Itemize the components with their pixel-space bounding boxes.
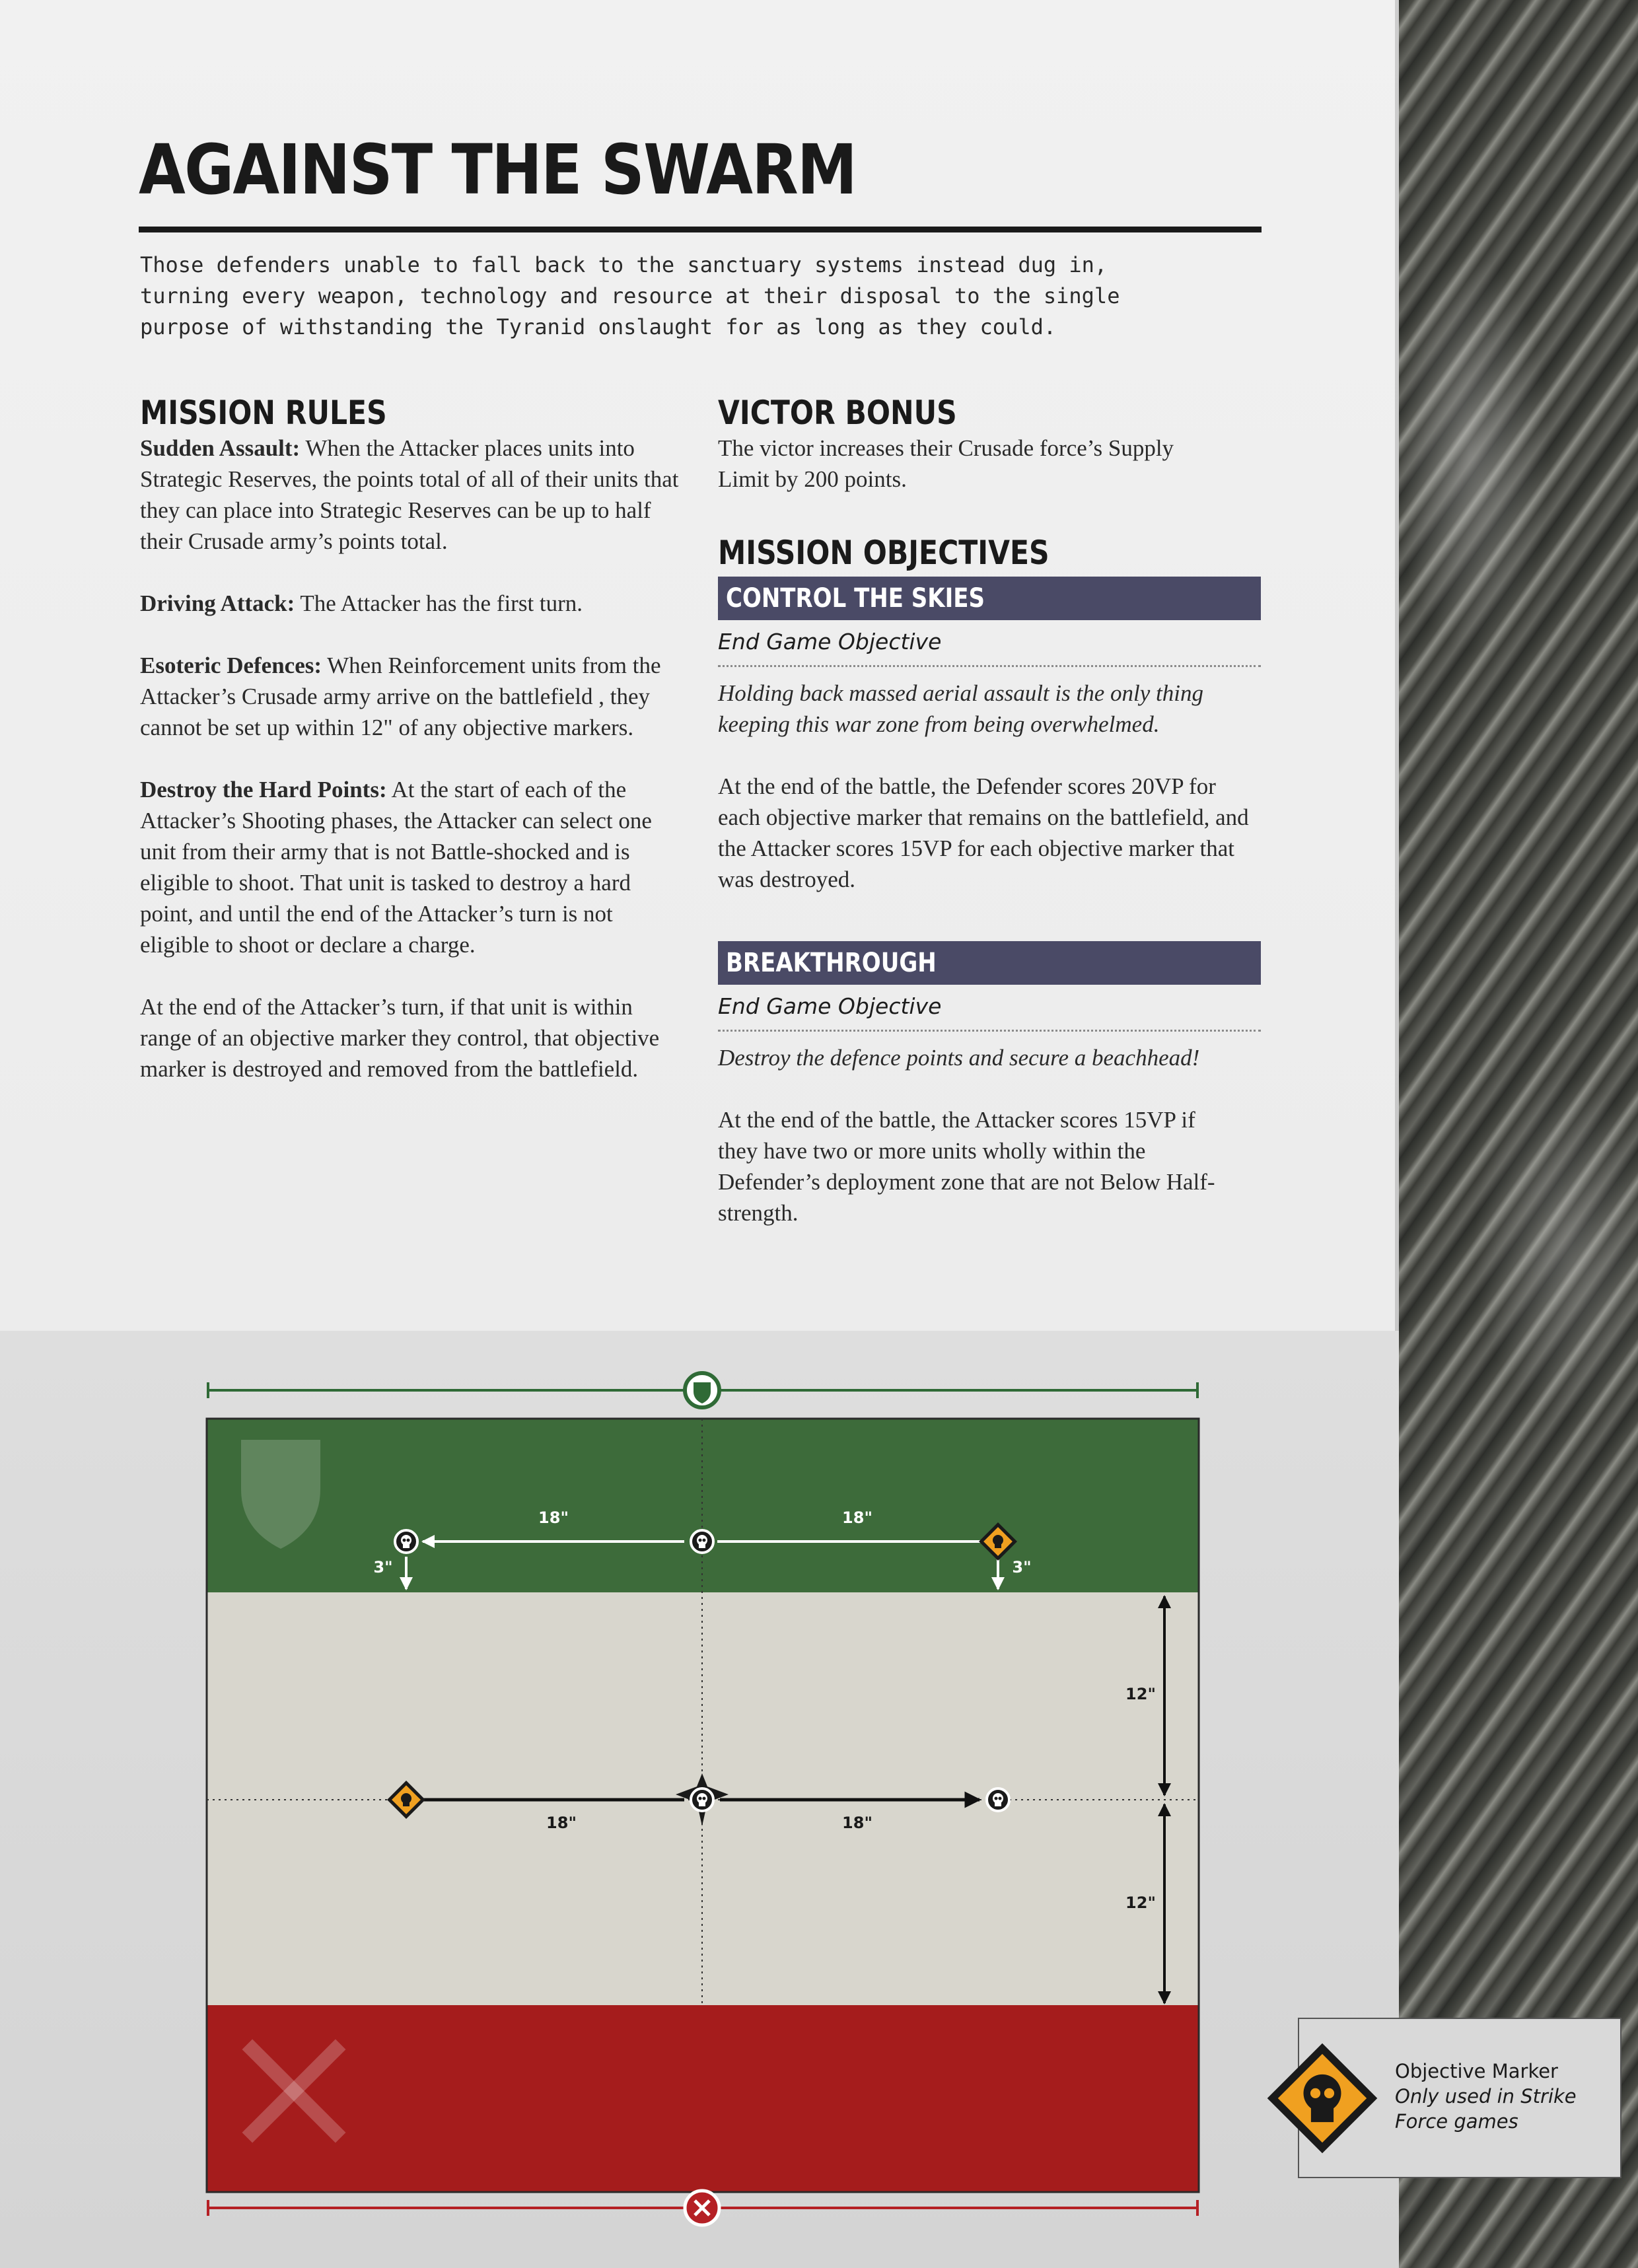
objectives-column [718,393,1261,1228]
rule-closing-text: At the end of the Attacker’s turn, if that unit is within range of an objective marker they control, that objective marker is destroyed and removed from the battlefield. [140,994,660,1082]
distance-label: 18" [538,1508,569,1527]
rule-driving-attack [140,588,682,619]
distance-label: 18" [842,1814,872,1832]
dotted-divider [718,665,1261,667]
map-legend [1298,2018,1621,2178]
objective-band-control-the-skies [718,577,1261,620]
objective-flavor-text: Destroy the defence points and secure a beachhead! [718,1045,1200,1071]
mission-rules-column [140,393,682,1084]
attacker-edge-icon [685,2191,719,2225]
legend-text [1395,2059,1613,2134]
rule-sudden-assault [140,433,682,557]
page-title: AGAINST THE SWARM [139,129,857,210]
rule-text: At the start of each of the Attacker’s Shooting phases, the Attacker can select one unit from their army that is not Battle-shocked and is eligible to shoot. That unit is tasked to destroy a hard point, and until the end of the Attacker’s turn is not eligible to shoot or declare a charge. [140,777,652,958]
rock-texture-sidebar [1399,0,1638,2268]
rule-text: When the Attacker places units into Strategic Reserves, the points total of all of their units that they can place into Strategic Reserves can be up to half their Crusade army’s points total. [140,435,679,554]
objective-marker [987,1789,1009,1811]
objective-rules-text: At the end of the battle, the Defender scores 20VP for each objective marker that remains on the battlefield, and the Attacker scores 15VP for each objective marker that was destroyed. [718,773,1249,892]
legend-title: Objective Marker [1395,2060,1558,2082]
intro-text: Those defenders unable to fall back to the sanctuary systems instead dug in, turning every weapon, technology and resource at their disposal to the single purpose of withstanding the Tyranid onslaught for as long as they could. [140,252,1120,339]
rule-name: Esoteric Defences: [140,653,322,678]
mission-rules-heading: MISSION RULES [140,394,387,432]
objective-marker [395,1530,417,1553]
rule-esoteric-defences [140,650,682,743]
victor-bonus-text: The victor increases their Crusade force’s Supply Limit by 200 points. [718,435,1174,492]
deployment-map [0,1331,1399,2268]
deployment-map-area [0,1331,1399,2268]
objective-type: End Game Objective [718,993,942,1019]
rule-text: When Reinforcement units from the Attacker’s Crusade army arrive on the battlefield , they cannot be set up within 12" of any objective markers. [140,653,661,740]
objective-marker [691,1530,713,1553]
title-rule [139,227,1262,232]
objective-name: CONTROL THE SKIES [726,583,985,614]
distance-label: 18" [546,1814,577,1832]
distance-label: 3" [373,1558,393,1577]
rule-name: Destroy the Hard Points: [140,777,387,802]
rule-destroy-hard-points [140,774,682,960]
defender-deployment-zone [207,1419,1199,1592]
attacker-deployment-zone [207,2005,1199,2192]
distance-label: 18" [842,1508,872,1527]
distance-label: 12" [1125,1685,1156,1703]
distance-label: 12" [1125,1894,1156,1912]
distance-label: 3" [1012,1558,1032,1577]
rule-text: The Attacker has the first turn. [295,590,583,616]
defender-edge-icon [685,1373,719,1407]
victor-bonus-heading: VICTOR BONUS [718,394,957,432]
objective-rules-text: At the end of the battle, the Attacker scores 15VP if they have two or more units wholly within the Defender’s deployment zone that are not Below Half-strength. [718,1107,1215,1226]
objective-band-breakthrough [718,941,1261,985]
mission-objectives-heading: MISSION OBJECTIVES [718,534,1050,572]
rule-name: Driving Attack: [140,590,295,616]
objective-flavor-text: Holding back massed aerial assault is the only thing keeping this war zone from being overwhelmed. [718,680,1203,737]
objective-type: End Game Objective [718,629,942,655]
objective-name: BREAKTHROUGH [726,948,937,978]
dotted-divider [718,1030,1261,1032]
objective-marker-icon [1260,2036,1385,2161]
legend-subtitle: Only used in Strike Force games [1395,2085,1577,2133]
rule-name: Sudden Assault: [140,435,301,461]
